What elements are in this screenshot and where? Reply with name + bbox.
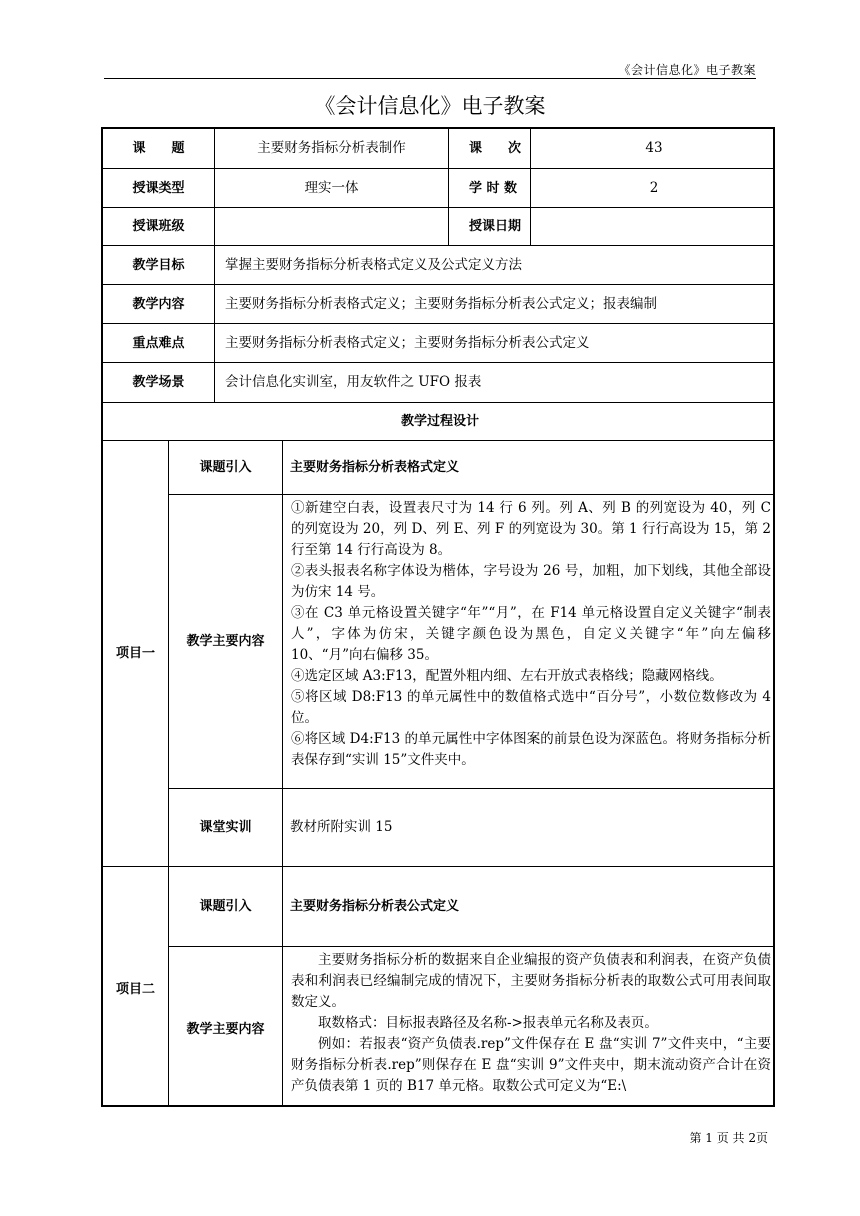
hours-value: 2: [530, 168, 775, 207]
date-value: [530, 207, 775, 245]
project2-paragraph: 例如：若报表“资产负债表.rep”文件保存在 E 盘“实训 7”文件夹中，“主要财务指标分析表.rep”则保存在 E 盘“实训 9”文件夹中，期末流动资产合计在资产负债表第 1 页的 B17 单元格。取数公式可定义为“E:\: [291, 1036, 771, 1094]
course-type-value: 理实一体: [214, 168, 448, 207]
key-points-value: 主要财务指标分析表格式定义；主要财务指标分析表公式定义: [214, 323, 775, 362]
project1-intro-label: 课题引入: [168, 440, 282, 494]
project1-step: ④选定区域 A3:F13，配置外粗内细、左右开放式表格线；隐藏网格线。: [291, 668, 723, 684]
lesson-label: 课 题: [132, 141, 185, 156]
project2-intro-value: 主要财务指标分析表公式定义: [282, 866, 775, 946]
scene-label: 教学场景: [103, 362, 214, 402]
project1-practice-label: 课堂实训: [168, 788, 282, 866]
header-rule: [104, 78, 756, 79]
goal-value: 掌握主要财务指标分析表格式定义及公式定义方法: [214, 245, 775, 284]
lesson-value: 主要财务指标分析表制作: [214, 129, 448, 168]
running-header: 《会计信息化》电子教案: [618, 63, 756, 77]
project2-main-label: 教学主要内容: [168, 946, 282, 1107]
date-label: 授课日期: [448, 207, 530, 245]
content-label: 教学内容: [103, 284, 214, 323]
course-type-label: 授课类型: [103, 168, 214, 207]
project1-main-label: 教学主要内容: [168, 494, 282, 788]
project1-label: 项目一: [103, 440, 168, 866]
lesson-number-label: 课 次: [448, 129, 530, 168]
project2-label: 项目二: [103, 866, 168, 1107]
document-title: 《会计信息化》电子教案: [314, 94, 546, 118]
lesson-plan-table: [101, 127, 775, 1107]
page-number: 第 1 页 共 2页: [689, 1131, 768, 1145]
project1-step: ②表头报表名称字体设为楷体，字号设为 26 号，加粗，加下划线，其他全部设为仿宋 14 号。: [291, 563, 771, 600]
project2-paragraph: 主要财务指标分析的数据来自企业编报的资产负债表和利润表，在资产负债表和利润表已经编制完成的情况下，主要财务指标分析表的取数公式可用表间取数定义。: [291, 952, 771, 1010]
key-points-label: 重点难点: [103, 323, 214, 362]
project1-practice-value: 教材所附实训 15: [282, 788, 775, 866]
project1-step: ③在 C3 单元格设置关键字“年”“月”，在 F14 单元格设置自定义关键字“制表人”，字体为仿宋，关键字颜色设为黑色，自定义关键字“年”向左偏移 10、“月”向右偏移 35。: [291, 605, 771, 663]
project1-intro-value: 主要财务指标分析表格式定义: [282, 440, 775, 494]
lesson-number-value: 43: [530, 129, 775, 168]
content-value: 主要财务指标分析表格式定义；主要财务指标分析表公式定义；报表编制: [214, 284, 775, 323]
class-value: [214, 207, 448, 245]
process-design-heading: 教学过程设计: [103, 402, 775, 440]
hours-label: 学 时 数: [448, 168, 530, 207]
project2-paragraph: 取数格式：目标报表路径及名称->报表单元名称及表页。: [318, 1015, 658, 1031]
project1-step: ①新建空白表，设置表尺寸为 14 行 6 列。列 A、列 B 的列宽设为 40，列 C 的列宽设为 20，列 D、列 E、列 F 的列宽设为 30。第 1 行行高设为 15，第 2 行至第 14 行行高设为 8。: [291, 500, 771, 558]
project2-main-content: [282, 946, 775, 1107]
project2-intro-label: 课题引入: [168, 866, 282, 946]
class-label: 授课班级: [103, 207, 214, 245]
project1-main-content: [282, 494, 775, 788]
project1-step: ⑥将区域 D4:F13 的单元属性中字体图案的前景色设为深蓝色。将财务指标分析表保存到“实训 15”文件夹中。: [291, 731, 771, 768]
scene-value: 会计信息化实训室，用友软件之 UFO 报表: [214, 362, 775, 402]
goal-label: 教学目标: [103, 245, 214, 284]
project1-step: ⑤将区域 D8:F13 的单元属性中的数值格式选中“百分号”，小数位数修改为 4 位。: [291, 689, 771, 726]
